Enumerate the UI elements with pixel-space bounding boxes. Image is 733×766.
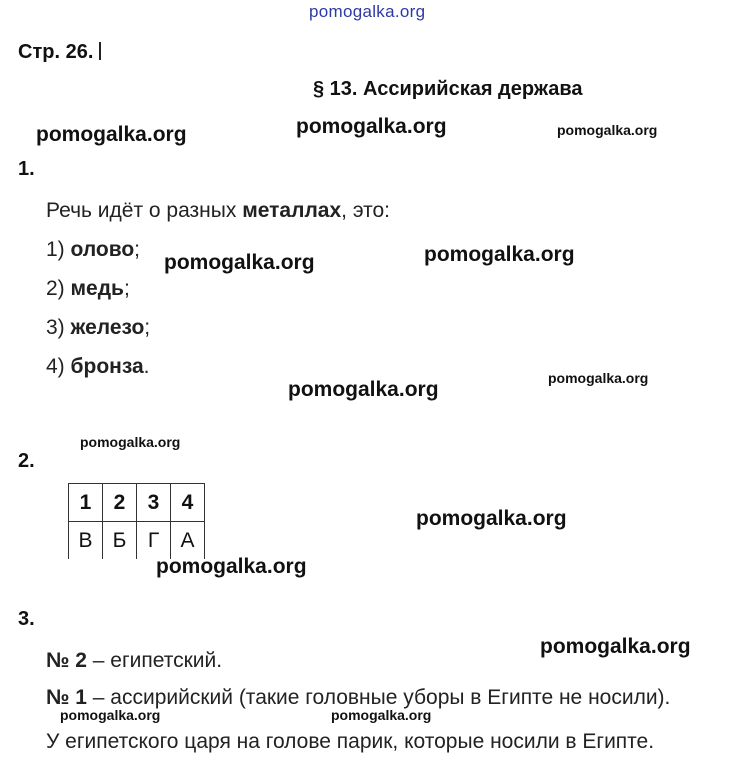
top-watermark: pomogalka.org — [309, 2, 426, 21]
watermark: pomogalka.org — [331, 707, 432, 723]
watermark: pomogalka.org — [416, 507, 567, 530]
item-prefix: 2) — [46, 277, 71, 300]
table-header-row — [69, 484, 205, 522]
table-header-cell: 3 — [137, 484, 171, 522]
watermark: pomogalka.org — [296, 115, 447, 138]
table-row — [69, 522, 205, 560]
table-header-cell: 2 — [103, 484, 137, 522]
watermark: pomogalka.org — [540, 635, 691, 658]
list-item — [46, 316, 150, 340]
intro-text: Речь идёт о разных — [46, 199, 243, 222]
list-item — [46, 277, 130, 301]
task-number: 1. — [18, 158, 35, 180]
task-number: 3. — [18, 608, 35, 630]
item-prefix: 4) — [46, 355, 71, 378]
task3-line — [46, 649, 222, 673]
item-prefix: 3) — [46, 316, 71, 339]
task-number: 2. — [18, 450, 35, 472]
page-reference — [18, 41, 101, 64]
answer-text: – ассирийский (такие головные уборы в Египте не носили). — [86, 686, 671, 709]
watermark: pomogalka.org — [557, 122, 658, 138]
text-cursor — [99, 42, 101, 60]
item-prefix: 1) — [46, 238, 71, 261]
task1-intro — [46, 199, 390, 223]
item-suffix: . — [143, 355, 150, 378]
item-suffix: ; — [134, 238, 141, 261]
page-reference-text: Стр. 26. — [18, 41, 94, 63]
watermark: pomogalka.org — [80, 434, 181, 450]
item-bold: олово — [70, 238, 135, 261]
watermark: pomogalka.org — [164, 251, 315, 274]
item-bold: медь — [70, 277, 124, 300]
table-cell: Б — [103, 522, 137, 560]
watermark: pomogalka.org — [156, 555, 307, 578]
list-item — [46, 238, 140, 262]
watermark: pomogalka.org — [36, 123, 187, 146]
watermark: pomogalka.org — [60, 707, 161, 723]
intro-bold: металлах — [242, 199, 342, 222]
intro-text: , это: — [341, 199, 390, 222]
item-suffix: ; — [123, 277, 130, 300]
watermark: pomogalka.org — [548, 370, 649, 386]
answer-text: – египетский. — [86, 649, 223, 672]
item-bold: бронза — [70, 355, 144, 378]
answer-number: № 1 — [46, 686, 87, 709]
task3-line: У египетского царя на голове парик, которые носили в Египте. — [46, 730, 655, 753]
table-header-cell: 4 — [171, 484, 205, 522]
item-bold: железо — [70, 316, 145, 339]
item-suffix: ; — [144, 316, 151, 339]
table-cell: В — [69, 522, 103, 560]
watermark: pomogalka.org — [288, 378, 439, 401]
table-header-cell: 1 — [69, 484, 103, 522]
table-cell: А — [171, 522, 205, 560]
watermark: pomogalka.org — [424, 243, 575, 266]
answer-table — [68, 483, 205, 559]
answer-number: № 2 — [46, 649, 87, 672]
list-item — [46, 355, 150, 379]
section-title: § 13. Ассирийская держава — [313, 78, 583, 100]
table-cell: Г — [137, 522, 171, 560]
